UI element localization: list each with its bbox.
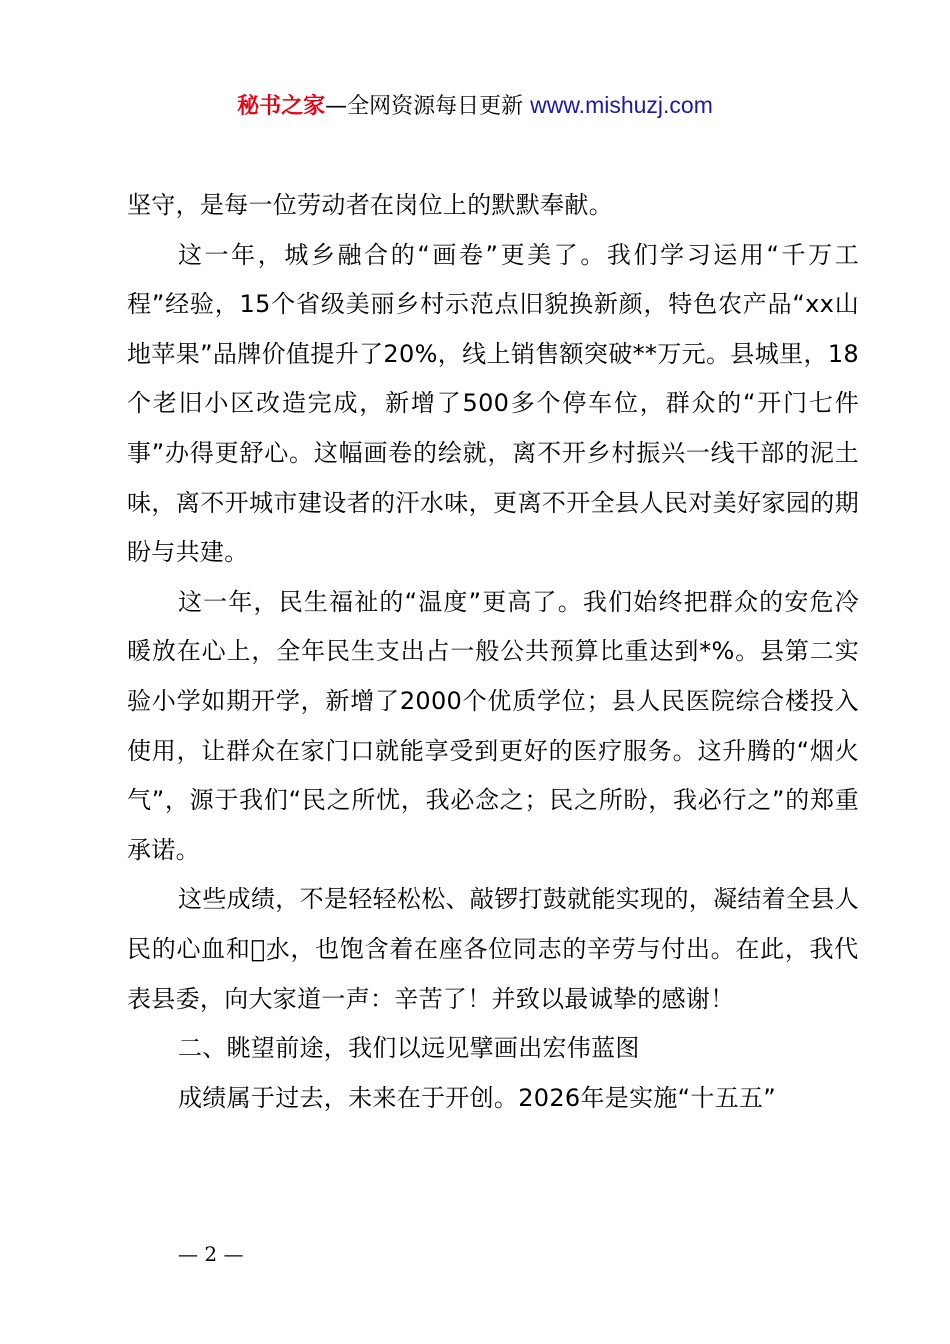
page-number: — 2 —	[178, 1242, 244, 1266]
section-heading: 二、眺望前途，我们以远见擘画出宏伟蓝图	[178, 1034, 640, 1063]
paragraph-continuation: 坚守，是每一位劳动者在岗位上的默默奉献。	[127, 191, 613, 219]
page-header	[0, 88, 950, 124]
header-url-link[interactable]: www.mishuzj.com	[530, 92, 713, 118]
brand-name: 秘书之家	[237, 94, 326, 119]
document-body	[127, 181, 859, 1123]
header-tagline: —全网资源每日更新	[325, 94, 524, 119]
paragraph-urban-rural: 这一年，城乡融合的“画卷”更美了。我们学习运用“千万工程”经验，15个省级美丽乡村示范点旧貌换新颜，特色农产品“xx山地苹果”品牌价值提升了20%，线上销售额突破**万元。县城里，18个老旧小区改造完成，新增了500多个停车位，群众的“开门七件事”办得更舒心。这幅画卷的绘就，离不开乡村振兴一线干部的泥土味，离不开城市建设者的汗水味，更离不开全县人民对美好家园的期盼与共建。	[127, 240, 859, 567]
paragraph-future: 成绩属于过去，未来在于开创。2026年是实施“十五五”	[178, 1083, 777, 1112]
paragraph-gratitude: 这些成绩，不是轻轻松松、敲锣打鼓就能实现的，凝结着全县人民的心血和汗ِ水，也饱含着在座各位同志的辛劳与付出。在此，我代表县委，向大家道一声：辛苦了！并致以最诚挚的感谢！	[127, 885, 859, 1013]
paragraph-livelihood: 这一年，民生福祉的“温度”更高了。我们始终把群众的安危冷暖放在心上，全年民生支出占一般公共预算比重达到*%。县第二实验小学如期开学，新增了2000个优质学位；县人民医院综合楼投入使用，让群众在家门口就能享受到更好的医疗服务。这升腾的“烟火气”，源于我们“民之所忧，我必念之；民之所盼，我必行之”的郑重承诺。	[127, 587, 859, 864]
